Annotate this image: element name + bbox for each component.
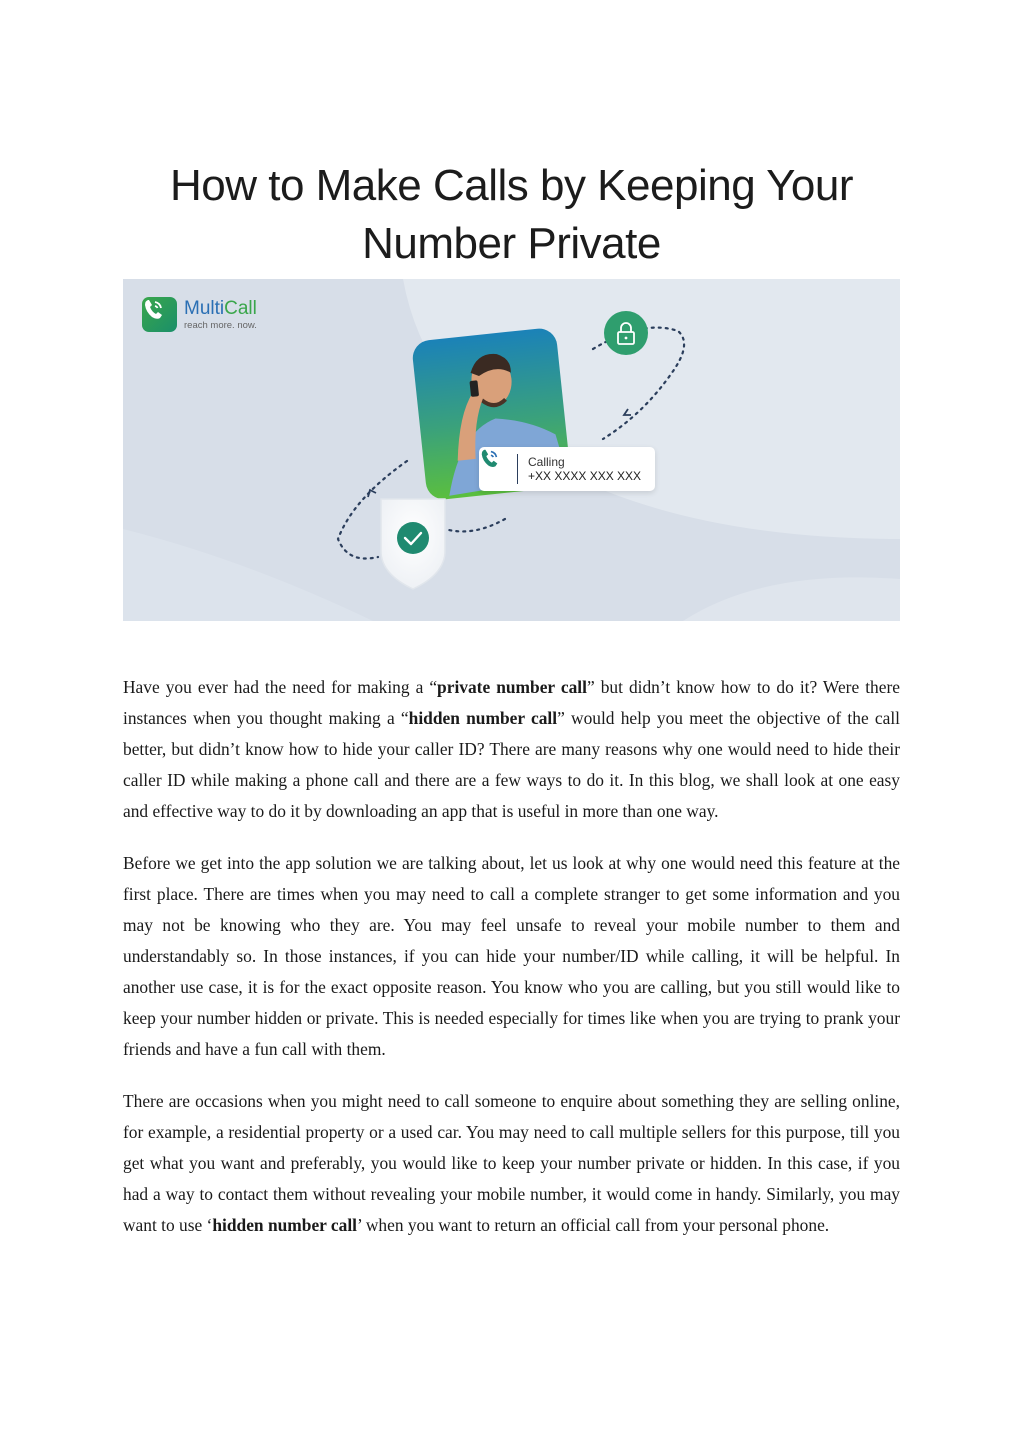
lock-icon xyxy=(604,311,648,355)
multicall-logo xyxy=(142,297,257,332)
hero-image xyxy=(123,279,900,621)
bold-phrase: hidden number call xyxy=(408,708,558,728)
multicall-logo-icon xyxy=(142,297,177,332)
bold-phrase: hidden number call xyxy=(212,1215,357,1235)
logo-tagline: reach more. now. xyxy=(184,319,257,331)
article-body xyxy=(123,672,900,1262)
divider xyxy=(517,454,518,484)
paragraph: Before we get into the app solution we are talking about, let us look at why one would need this feature at the first place. There are times when you may need to call a complete stranger to get some information and you may not be knowing who they are. You may feel unsafe to reveal your mobile number to them and understandably so. In those instances, if you can hide your number/ID while calling, it will be helpful. In another use case, it is for the exact opposite reason. You know who you are calling, but you still would like to keep your number hidden or private. This is needed especially for times like when you are trying to prank your friends and have a fun call with them. xyxy=(123,853,900,1059)
paragraph: There are occasions when you might need to call someone to enquire about something they are selling online, for example, a residential property or a used car. You may need to call multiple sellers for this purpose, till you get what you want and preferably, you would like to keep your number private or hidden. In this case, if you had a way to contact them without revealing your mobile number, it would come in handy. Similarly, you may want to use ‘hidden number call’ when you want to return an official call from your personal phone. xyxy=(123,1091,900,1235)
shield-icon xyxy=(381,499,445,589)
page-title: How to Make Calls by Keeping Your Number Private xyxy=(169,161,853,269)
calling-label: Calling xyxy=(528,455,565,469)
calling-number: +XX XXXX XXX XXX xyxy=(528,469,642,483)
calling-card xyxy=(479,447,655,491)
bold-phrase: private number call xyxy=(437,677,587,697)
logo-name: MultiCall xyxy=(184,297,257,319)
paragraph: Have you ever had the need for making a “private number call” but didn’t know how to do it? Were there instances when you thought making a “hidden number call” would help you meet the objective of the call better, but didn’t know how to hide your caller ID? There are many reasons why one would need to hide their caller ID while making a phone call and there are a few ways to do it. In this blog, we shall look at one easy and effective way to do it by downloading an app that is useful in more than one way. xyxy=(123,677,901,821)
